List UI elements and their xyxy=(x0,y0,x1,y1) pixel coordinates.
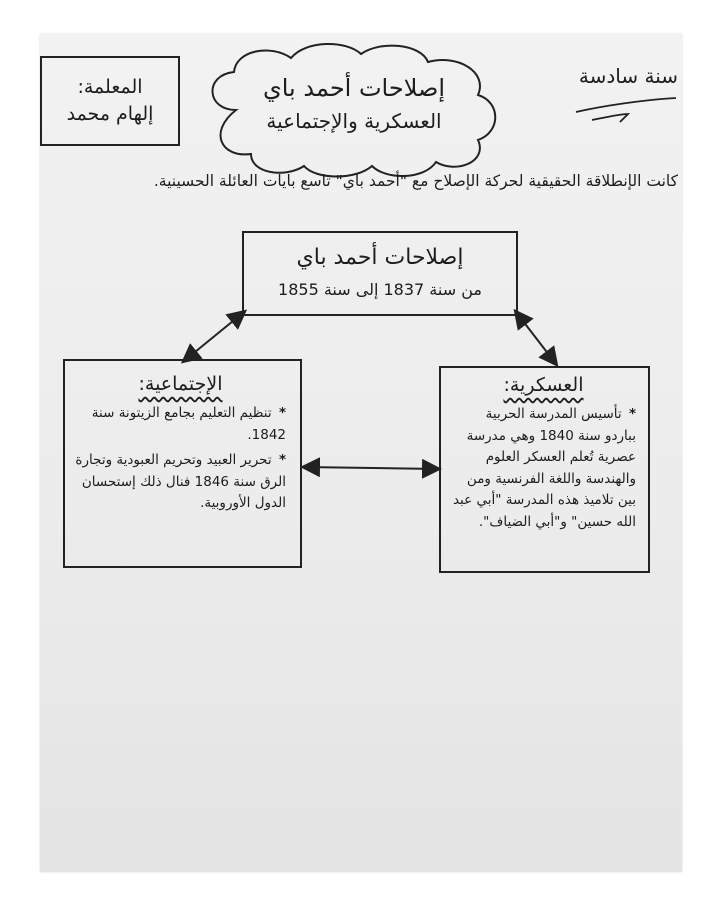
social-reforms-box xyxy=(63,359,302,568)
title-line-1: إصلاحات أحمد باي xyxy=(262,74,446,102)
page-title xyxy=(214,70,494,136)
teacher-name: إلهام محمد xyxy=(66,103,154,125)
grade-label: سنة سادسة xyxy=(578,64,678,88)
main-topic-period: من سنة 1837 إلى سنة 1855 xyxy=(278,280,482,299)
military-item-text: تأسيس المدرسة الحربية بباردو سنة 1840 وهي مدرسة عصرية تُعلم العسكر العلوم والهندسة واللغة الفرنسية ومن بين تلاميذ هذه المدرسة "أبي عبد الله حسين" و"أبي الضياف". xyxy=(452,406,636,530)
social-item xyxy=(75,450,286,515)
military-reforms-title: العسكرية: xyxy=(503,374,584,396)
military-item xyxy=(451,404,636,534)
teacher-label: المعلمة: xyxy=(77,76,143,99)
underline-arrow-icon xyxy=(572,92,682,128)
bullet-star-icon: * xyxy=(628,406,636,422)
title-line-2: العسكرية والإجتماعية xyxy=(266,109,442,133)
social-item-text: تحرير العبيد وتحريم العبودية وتجارة الرق سنة 1846 فنال ذلك إستحسان الدول الأوروبية. xyxy=(75,452,286,512)
main-topic-box xyxy=(242,231,518,316)
intro-sentence: كانت الإنطلاقة الحقيقية لحركة الإصلاح مع "أحمد باي" تاسع بايات العائلة الحسينية. xyxy=(153,172,678,190)
social-reforms-title: الإجتماعية: xyxy=(138,373,223,395)
social-item-text: تنظيم التعليم بجامع الزيتونة سنة 1842. xyxy=(91,405,286,443)
bullet-star-icon: * xyxy=(278,405,286,421)
social-item xyxy=(75,403,286,446)
bullet-star-icon: * xyxy=(278,452,286,469)
military-reforms-box xyxy=(439,366,650,573)
teacher-box xyxy=(40,56,180,146)
main-topic-title: إصلاحات أحمد باي xyxy=(296,245,464,270)
